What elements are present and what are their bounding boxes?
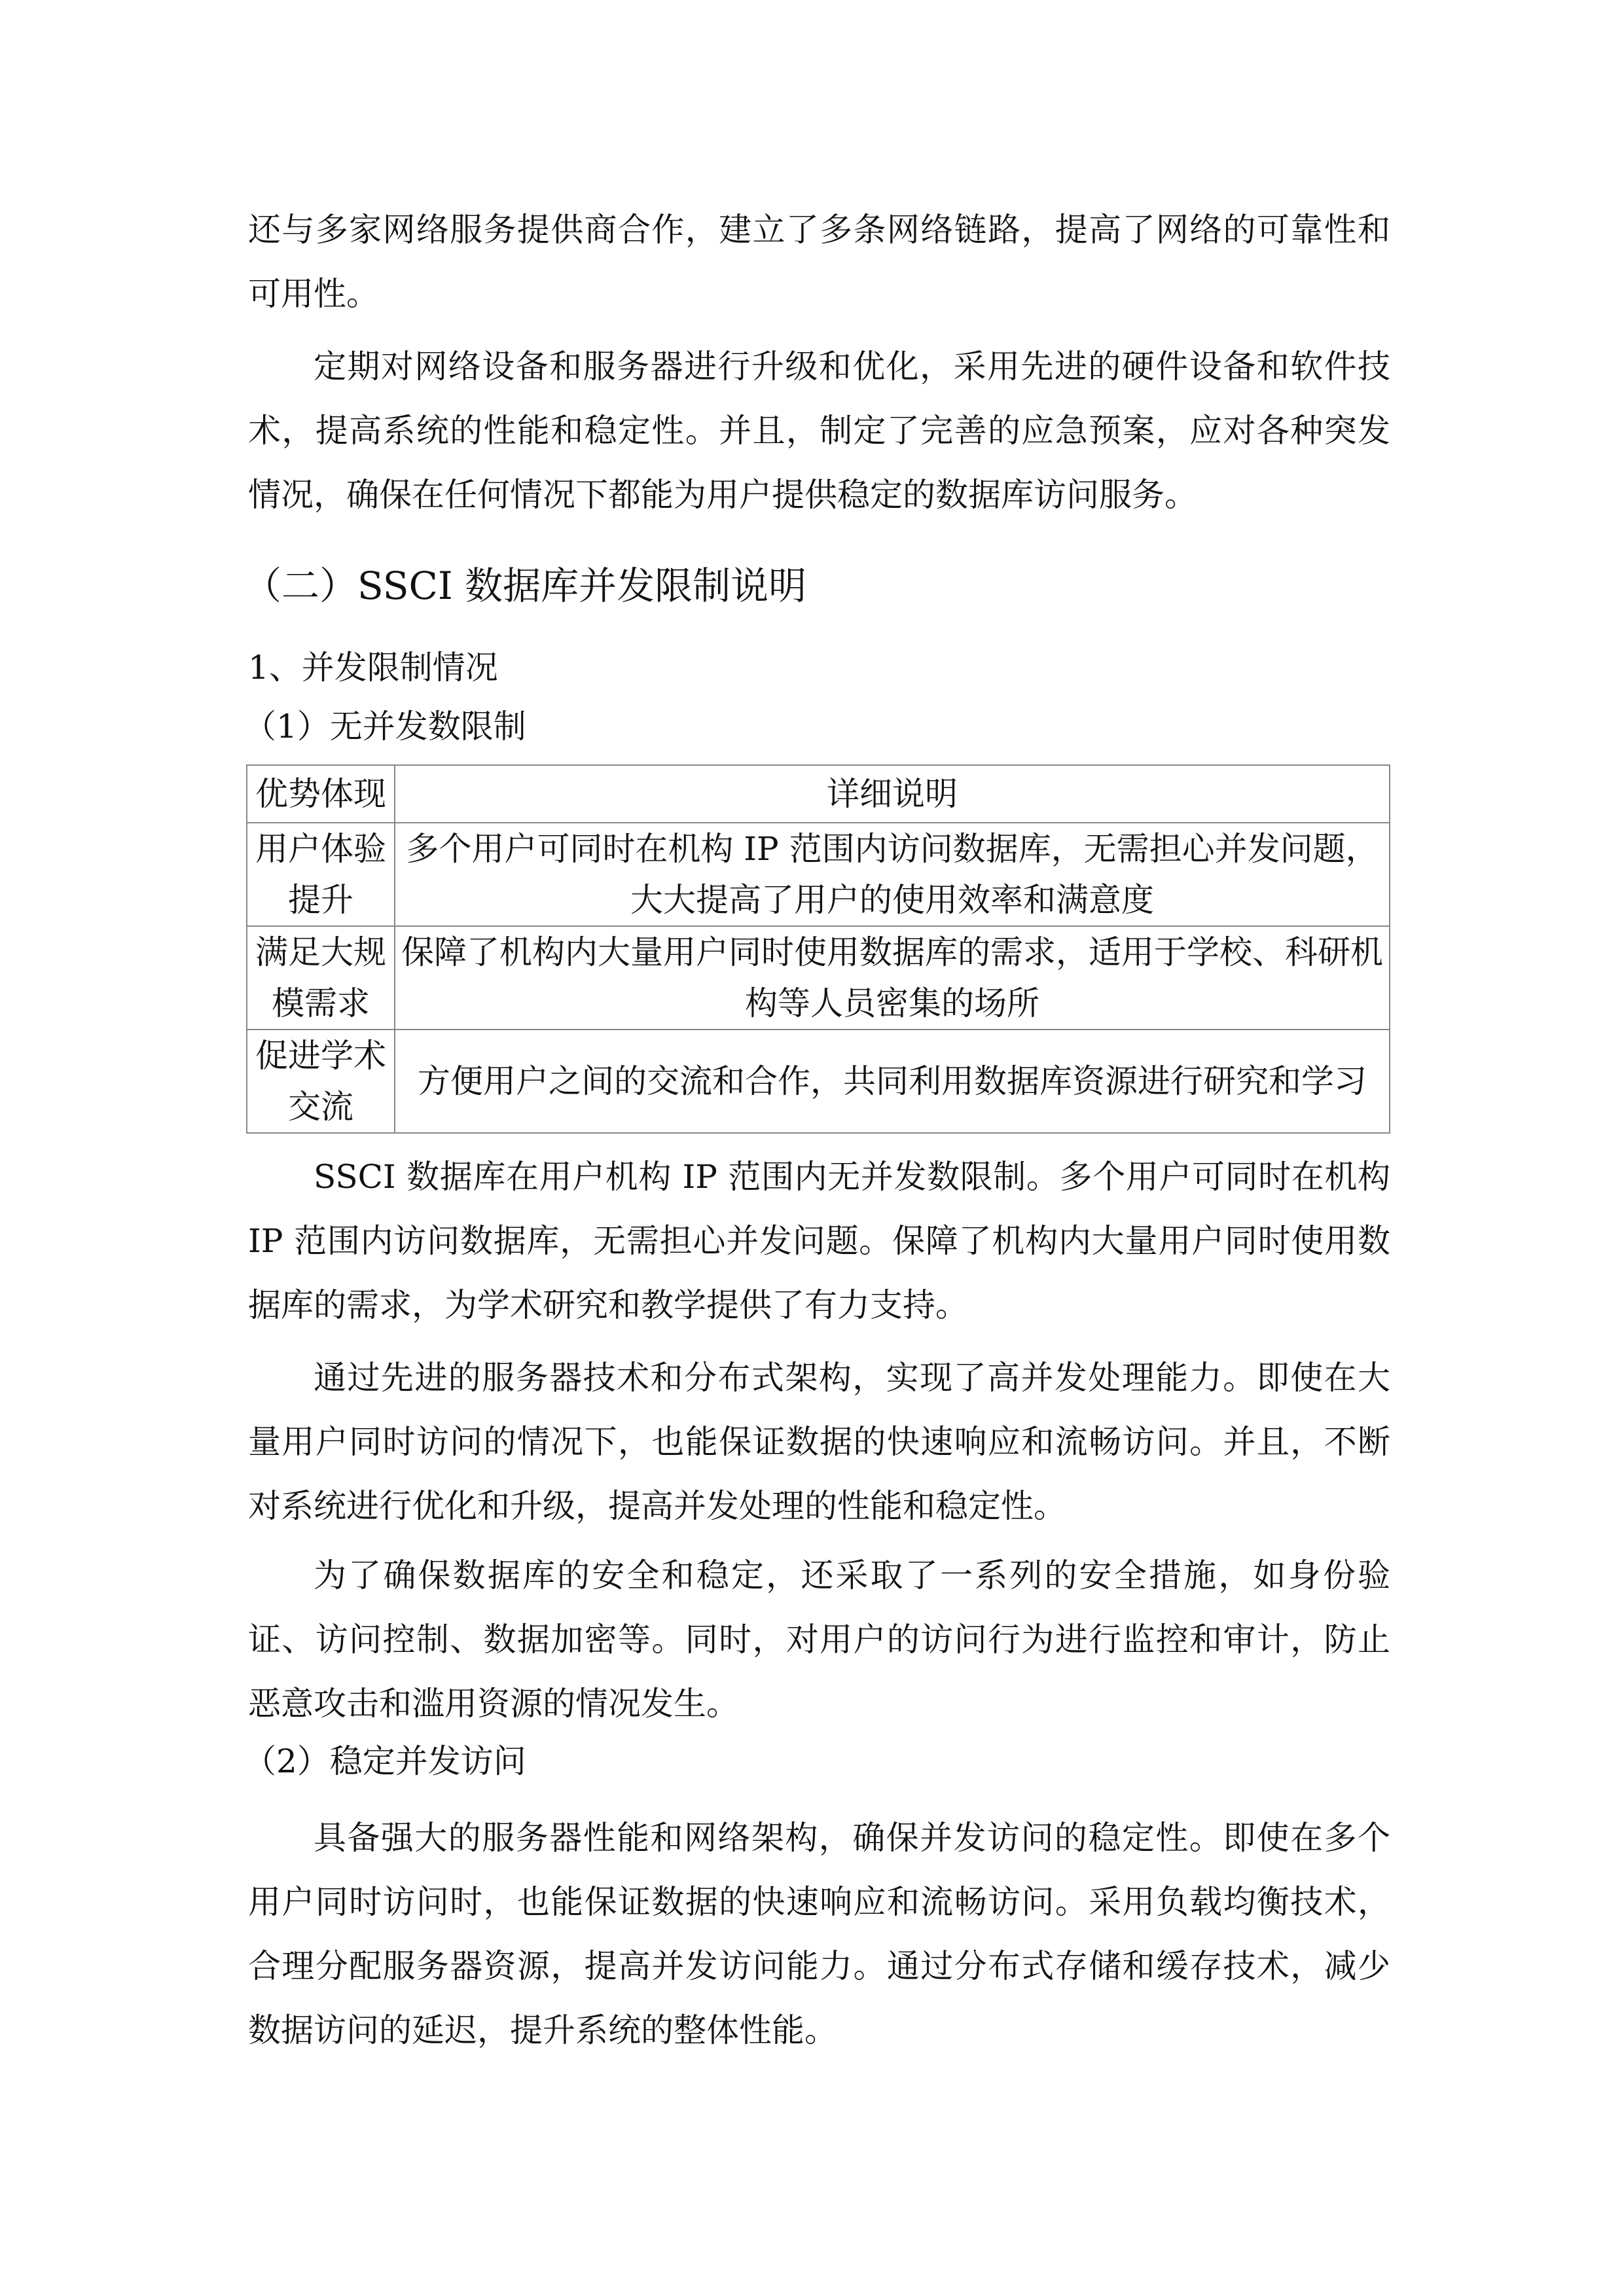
table-cell-detail: 保障了机构内大量用户同时使用数据库的需求，适用于学校、科研机构等人员密集的场所 xyxy=(395,926,1390,1030)
sub-heading: （2）稳定并发访问 xyxy=(244,1742,526,1780)
paragraph: 还与多家网络服务提供商合作，建立了多条网络链路，提高了网络的可靠性和可用性。 xyxy=(248,211,1390,313)
paragraph: 具备强大的服务器性能和网络架构，确保并发访问的稳定性。即使在多个用户同时访问时，也能保证数据的快速响应和流畅访问。采用负载均衡技术，合理分配服务器资源，提高并发访问能力。通过分布式存储和缓存技术，减少数据访问的延迟，提升系统的整体性能。 xyxy=(248,1819,1390,2049)
table-cell-advantage: 满足大规模需求 xyxy=(247,926,395,1030)
table-row xyxy=(247,926,1390,1030)
table-row xyxy=(247,823,1390,926)
table-header-cell: 优势体现 xyxy=(247,765,395,823)
table-row xyxy=(247,1030,1390,1133)
sub-heading: （1）无并发数限制 xyxy=(244,708,526,745)
table-header-row xyxy=(247,765,1390,823)
sub-heading: 1、并发限制情况 xyxy=(248,649,498,687)
section-heading: （二）SSCI 数据库并发限制说明 xyxy=(244,564,807,608)
advantages-table xyxy=(246,764,1390,1134)
table-cell-advantage: 促进学术交流 xyxy=(247,1030,395,1133)
table-cell-detail: 方便用户之间的交流和合作，共同利用数据库资源进行研究和学习 xyxy=(395,1030,1390,1133)
paragraph: SSCI 数据库在用户机构 IP 范围内无并发数限制。多个用户可同时在机构 IP 范围内访问数据库，无需担心并发问题。保障了机构内大量用户同时使用数据库的需求，为学术研究和教学提供了有力支持。 xyxy=(248,1158,1390,1324)
paragraph: 定期对网络设备和服务器进行升级和优化，采用先进的硬件设备和软件技术，提高系统的性能和稳定性。并且，制定了完善的应急预案，应对各种突发情况，确保在任何情况下都能为用户提供稳定的数据库访问服务。 xyxy=(248,348,1390,514)
table-header-cell: 详细说明 xyxy=(395,765,1390,823)
paragraph: 通过先进的服务器技术和分布式架构，实现了高并发处理能力。即使在大量用户同时访问的情况下，也能保证数据的快速响应和流畅访问。并且，不断对系统进行优化和升级，提高并发处理的性能和稳定性。 xyxy=(248,1359,1390,1525)
table-cell-advantage: 用户体验提升 xyxy=(247,823,395,926)
paragraph: 为了确保数据库的安全和稳定，还采取了一系列的安全措施，如身份验证、访问控制、数据加密等。同时，对用户的访问行为进行监控和审计，防止恶意攻击和滥用资源的情况发生。 xyxy=(248,1556,1390,1723)
table-cell-detail: 多个用户可同时在机构 IP 范围内访问数据库，无需担心并发问题，大大提高了用户的使用效率和满意度 xyxy=(395,823,1390,926)
